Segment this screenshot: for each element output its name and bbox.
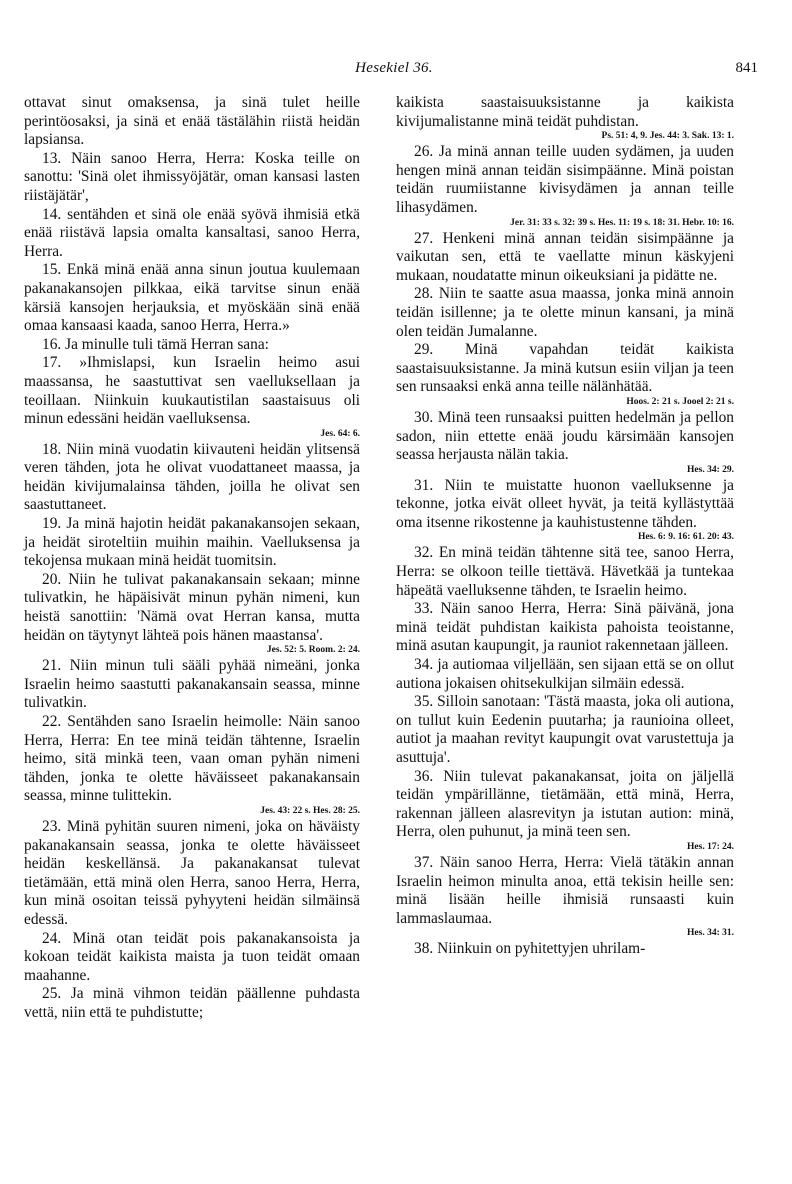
verse-paragraph [24, 206, 360, 262]
cross-reference: Ps. 51: 4, 9. Jes. 44: 3. Sak. 13: 1. [601, 131, 734, 142]
verse-paragraph [396, 409, 734, 465]
cross-reference: Hes. 34: 31. [687, 928, 734, 939]
verse-text: 31. Niin te muistatte huonon vaelluksenne ja tekonne, jotka eivät olleet hyvät, ja teitä kyllästyttää oma itsenne rikostenne ja kauhistustenne tähden. [396, 476, 734, 531]
verse-text: 26. Ja minä annan teille uuden sydämen, ja uuden hengen minä annan teidän sisimpäänne. Minä poistan teidän ruumiistanne kivisydämen ja annan teille lihasydämen. [396, 143, 734, 216]
verse-text: 28. Niin te saatte asua maassa, jonka minä annoin teidän isillenne; ja te olette minun kansani, ja minä olen teidän Jumalanne. [396, 285, 734, 340]
verse-paragraph [24, 985, 360, 1022]
verse-text: 34. ja autiomaa viljellään, sen sijaan että se on ollut autiona jokaisen ohitsekulkijan silmäin edessä. [396, 656, 734, 692]
verse-text: 32. En minä teidän tähtenne sitä tee, sanoo Herra, Herra: se olkoon teille tiettävä. Hävetkää ja tuntekaa häpeätä vaelluksenne tähden, te Israelin heimo. [396, 544, 734, 599]
verse-paragraph [24, 150, 360, 206]
verse-paragraph [24, 354, 360, 428]
cross-reference: Hes. 34: 29. [687, 464, 734, 475]
verse-text: 23. Minä pyhitän suuren nimeni, joka on häväisty pakanakansain seassa, jonka te olette häväisseet heidän keskellänsä. Ja pakanakansat tulevat tietämään, että minä olen Herra, sanoo Herra, Herra, kun minä osoitan teissä pyhyyteni heidän silmäinsä edessä. [24, 817, 360, 928]
cross-reference: Hes. 6: 9. 16: 61. 20: 43. [637, 532, 734, 543]
verse-text: 22. Sentähden sano Israelin heimolle: Näin sanoo Herra, Herra: En tee minä teidän tähtenne, Israelin heimo, sitä minkä teen, vaan oman pyhän nimeni tähden, jonka te olette häväisseet pakanakansain seassa, minne tulittekin. [24, 713, 360, 805]
verse-text: 24. Minä otan teidät pois pakanakansoista ja kokoan teidät kaikista maista ja tuon teidät omaan maahanne. [24, 929, 360, 984]
verse-paragraph [24, 261, 360, 335]
verse-text: 25. Ja minä vihmon teidän päällenne puhdasta vettä, niin että te puhdistutte; [24, 985, 360, 1021]
cross-reference: Hes. 17: 24. [687, 841, 734, 852]
verse-text: 17. »Ihmislapsi, kun Israelin heimo asui maassansa, he saastuttivat sen vaelluksellaan ja teoillaan. Niinkuin kuukautistilan saastaisuus oli minun edessäni heidän vaelluksensa. [24, 354, 360, 428]
verse-text: 36. Niin tulevat pakanakansat, joita on jäljellä teidän ympärillänne, tietämään, että minä, Herra, rakennan jälleen alasrevityn ja istutan aution: minä, Herra, olen puhunut, ja minä teen sen. [396, 767, 734, 841]
verse-paragraph [24, 657, 360, 713]
cross-reference: Jer. 31: 33 s. 32: 39 s. Hes. 11: 19 s. 18: 31. Hebr. 10: 16. [510, 217, 734, 228]
verse-paragraph [24, 571, 360, 645]
verse-paragraph [396, 143, 734, 217]
cross-reference: Jes. 52: 5. Room. 2: 24. [266, 645, 360, 656]
cross-reference: Hoos. 2: 21 s. Jooel 2: 21 s. [626, 396, 734, 407]
verse-text: kaikista saastaisuuksistanne ja kaikista kivijumalistanne minä teidät puhdistan. [396, 94, 734, 130]
verse-text: 13. Näin sanoo Herra, Herra: Koska teille on sanottu: 'Sinä olet ihmissyöjätär, oman kansasi lasten riistäjätär', [24, 149, 360, 204]
page-number: 841 [735, 60, 758, 76]
verse-paragraph [396, 285, 734, 341]
verse-paragraph [24, 441, 360, 515]
verse-text: 16. Ja minulle tuli tämä Herran sana: [42, 335, 269, 353]
verse-text: 35. Silloin sanotaan: 'Tästä maasta, joka oli autiona, on tullut kuin Eedenin puutarha; ja raunioina olleet, autiot ja maahan revityt kaupungit ovat varustettuja ja asuttuja'. [396, 693, 734, 766]
verse-text: 21. Niin minun tuli sääli pyhää nimeäni, jonka Israelin heimo saastutti pakanakansain seassa, minne tulivatkin. [24, 657, 360, 712]
verse-paragraph [24, 930, 360, 986]
verse-text: 14. sentähden et sinä ole enää syövä ihmisiä etkä enää riistävä lapsia omalta kansaltasi, sanoo Herra, Herra. [24, 205, 360, 260]
verse-paragraph [396, 477, 734, 533]
page-header [24, 60, 764, 82]
verse-paragraph [24, 713, 360, 806]
verse-paragraph [24, 515, 360, 571]
right-column [396, 94, 734, 959]
verse-text: 20. Niin he tulivat pakanakansain sekaan; minne tulivatkin, he häpäisivät minun pyhän nimeni, kun heistä sanottiin: 'Nämä ovat Herran kansa, mutta heidän on täytynyt lähteä pois hänen maastansa'. [24, 570, 360, 644]
verse-paragraph [24, 818, 360, 930]
verse-text: 30. Minä teen runsaaksi puitten hedelmän ja pellon sadon, niin ettette enää joudu kärsimään kansojen seassa herjausta nälän takia. [396, 408, 734, 464]
left-column [24, 94, 360, 1023]
cross-reference: Jes. 43: 22 s. Hes. 28: 25. [260, 805, 360, 816]
verse-paragraph [396, 230, 734, 286]
verse-paragraph [396, 94, 734, 131]
verse-paragraph [396, 341, 734, 397]
verse-text: 33. Näin sanoo Herra, Herra: Sinä päivänä, jona minä teidät puhdistan kaikista pahoista teoistanne, minä asutan kaupungit, ja rauniot rakennetaan jälleen. [396, 600, 734, 655]
verse-text: 15. Enkä minä enää anna sinun joutua kuulemaan pakanakansojen pilkkaa, eikä tarvitse sinun enää kärsiä kansojen herjauksia, et myöskään sinä enää omaa kansaasi kaada, sanoo Herra, Herra.» [24, 261, 360, 335]
verse-text: 27. Henkeni minä annan teidän sisimpäänne ja vaikutan sen, että te vaellatte minun käskyjeni mukaan, noudatatte minun oikeuksiani ja pidätte ne. [396, 229, 734, 284]
cross-reference: Jes. 64: 6. [320, 428, 360, 439]
verse-text: 18. Niin minä vuodatin kiivauteni heidän ylitsensä veren tähden, jota he olivat vuodattaneet maassa, ja heidän kivijumalainsa tähden, joilla he olivat sen saastuttaneet. [24, 440, 360, 514]
verse-paragraph [396, 600, 734, 656]
verse-paragraph [24, 94, 360, 150]
verse-text: 19. Ja minä hajotin heidät pakanakansojen sekaan, ja heidät siroteltiin muihin maihin. Vaelluksensa ja tekojensa mukaan minä heidät tuomitsin. [24, 515, 360, 570]
verse-text: 29. Minä vapahdan teidät kaikista saastaisuuksistanne. Ja minä kutsun esiin viljan ja teen sen runsaaksi enkä anna teille nälänhätää. [396, 341, 734, 396]
verse-paragraph [396, 768, 734, 842]
verse-paragraph [396, 693, 734, 767]
verse-paragraph [396, 854, 734, 928]
verse-paragraph [24, 336, 360, 355]
verse-paragraph [396, 544, 734, 600]
verse-text: ottavat sinut omaksensa, ja sinä tulet heille perintöosaksi, ja sinä et enää tästälähin riistä heidän lapsiansa. [24, 94, 360, 149]
verse-text: 37. Näin sanoo Herra, Herra: Vielä tätäkin annan Israelin heimon minulta anoa, että tekisin heille sen: minä lisään heille ihmisiä runsaasti kuin lammaslaumaa. [396, 853, 734, 927]
verse-paragraph [396, 940, 734, 959]
verse-paragraph [396, 656, 734, 693]
running-head-title: Hesekiel 36. [355, 60, 433, 76]
verse-text: 38. Niinkuin on pyhitettyjen uhrilam- [414, 940, 646, 958]
